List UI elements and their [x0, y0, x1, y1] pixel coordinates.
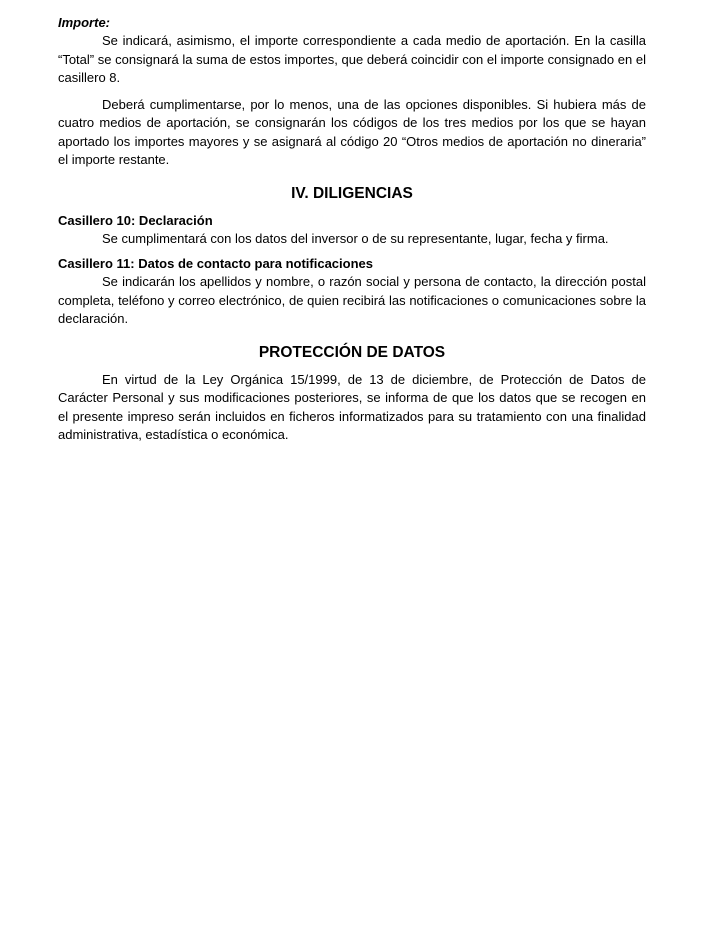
- casillero-10-text: Se cumplimentará con los datos del inversor o de su representante, lugar, fecha y firma.: [102, 230, 609, 246]
- importe-paragraph-2: Deberá cumplimentarse, por lo menos, una de las opciones disponibles. Si hubiera más de cuatro medios de aportación, se consignarán los códigos de los tres medios por los que se hayan aportado los importes mayores y se asignará al código 20 “Otros medios de aportación no dineraria” el importe restante.: [58, 96, 646, 167]
- importe-label: Importe:: [58, 15, 110, 30]
- proteccion-datos-section-title: PROTECCIÓN DE DATOS: [258, 343, 446, 361]
- diligencias-section-title: IV. DILIGENCIAS: [291, 184, 413, 202]
- casillero-11-text: Se indicarán los apellidos y nombre, o razón social y persona de contacto, la dirección postal completa, teléfono y correo electrónico, de quien recibirá las notificaciones o comunicaciones sobre la declaración.: [58, 274, 646, 326]
- casillero-10-label: Casillero 10: Declaración: [58, 212, 213, 228]
- proteccion-datos-text: En virtud de la Ley Orgánica 15/1999, de 13 de diciembre, de Protección de Datos de Carácter Personal y sus modificaciones posteriores, se informa de que los datos que se recogen en el presente impreso serán incluidos en ficheros informatizados para su tratamiento con una finalidad administrativa, estadística o económica.: [58, 371, 646, 442]
- casillero-11-label: Casillero 11: Datos de contacto para notificaciones: [58, 256, 373, 271]
- document-page: [58, 14, 646, 445]
- importe-paragraph-1: Se indicará, asimismo, el importe correspondiente a cada medio de aportación. En la casilla “Total” se consignará la suma de estos importes, que deberá coincidir con el importe consignado en el casillero 8.: [58, 33, 646, 85]
